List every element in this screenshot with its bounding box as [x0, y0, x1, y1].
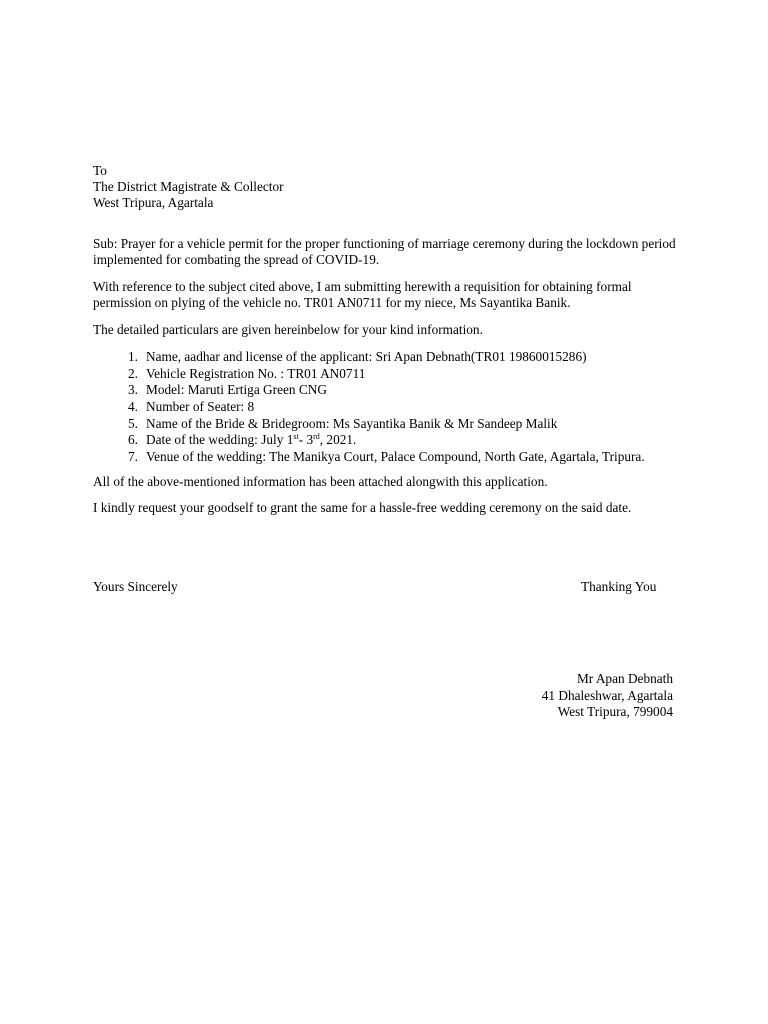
list-item: 7. Venue of the wedding: The Manikya Court, Palace Compound, North Gate, Agartala, Tripura.: [128, 449, 645, 465]
details-intro: The detailed particulars are given hereinbelow for your kind information.: [93, 322, 483, 337]
list-item: 6. Date of the wedding: July 1st- 3rd, 2021.: [128, 432, 357, 448]
list-item: 4. Number of Seater: 8: [128, 399, 255, 415]
signatory-address-line2: West Tripura, 799004: [557, 704, 673, 719]
list-item: 1. Name, aadhar and license of the applicant: Sri Apan Debnath(TR01 19860015286): [128, 349, 587, 364]
recipient-title: The District Magistrate & Collector: [93, 179, 284, 194]
subject-paragraph: Sub: Prayer for a vehicle permit for the proper functioning of marriage ceremony during the lockdown period implemented for combating the spread of COVID-19.: [93, 236, 676, 267]
list-item: 5. Name of the Bride & Bridegroom: Ms Sayantika Banik & Mr Sandeep Malik: [128, 415, 558, 431]
closing-thanking-you: Thanking You: [581, 579, 657, 594]
particulars-list: [93, 349, 693, 466]
attached-paragraph: All of the above-mentioned information has been attached alongwith this application.: [93, 474, 548, 489]
request-paragraph: I kindly request your goodself to grant the same for a hassle-free wedding ceremony on the said date.: [93, 500, 632, 515]
closing-yours-sincerely: Yours Sincerely: [93, 579, 178, 594]
reference-paragraph: With reference to the subject cited above, I am submitting herewith a requisition for obtaining formal permission on plying of the vehicle no. TR01 AN0711 for my niece, Ms Sayantika Banik.: [93, 279, 632, 310]
signatory-address-line1: 41 Dhaleshwar, Agartala: [541, 687, 673, 703]
to-label: To: [93, 163, 107, 178]
list-item: 2. Vehicle Registration No. : TR01 AN0711: [128, 365, 366, 381]
signature-block: [542, 671, 673, 721]
recipient-address: [93, 163, 284, 211]
list-item: 3. Model: Maruti Ertiga Green CNG: [128, 382, 327, 398]
recipient-location: West Tripura, Agartala: [93, 195, 214, 210]
signatory-name: Mr Apan Debnath: [576, 671, 673, 686]
